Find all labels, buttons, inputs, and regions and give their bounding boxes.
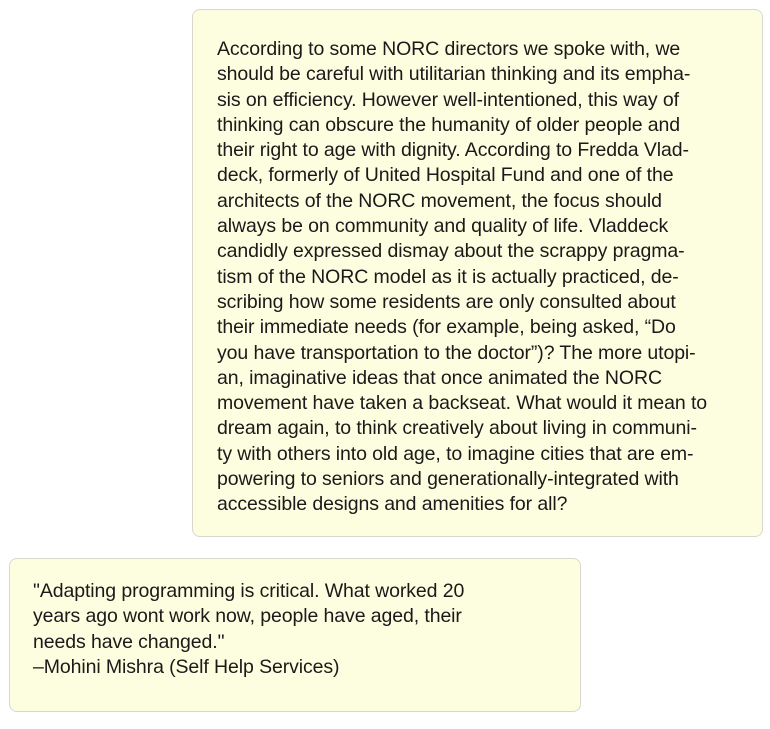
paragraph-line: scribing how some residents are only consulted about: [217, 290, 676, 313]
paragraph-line: their right to age with dignity. According to Fredda Vlad-: [217, 139, 689, 162]
paragraph-line: accessible designs and amenities for all?: [217, 493, 568, 516]
paragraph-line: dream again, to think creatively about living in communi-: [217, 417, 697, 440]
paragraph-line: sis on efficiency. However well-intentioned, this way of: [217, 88, 679, 111]
quote-line: needs have changed.": [33, 630, 225, 653]
paragraph-line: their immediate needs (for example, being asked, “Do: [217, 316, 676, 339]
quote-line: "Adapting programming is critical. What worked 20: [33, 580, 465, 602]
paragraph-line: ty with others into old age, to imagine cities that are em-: [217, 442, 694, 465]
paragraph-line: an, imaginative ideas that once animated the NORC: [217, 366, 662, 389]
paragraph-line: you have transportation to the doctor”)? The more utopi-: [217, 341, 696, 364]
paragraph-card: [192, 9, 763, 537]
paragraph-line: powering to seniors and generationally-integrated with: [217, 468, 679, 491]
paragraph-line: deck, formerly of United Hospital Fund and one of the: [217, 164, 674, 187]
paragraph-line: tism of the NORC model as it is actually practiced, de-: [217, 265, 679, 288]
paragraph-line: should be careful with utilitarian thinking and its empha-: [217, 63, 691, 86]
paragraph-line: candidly expressed dismay about the scrappy pragma-: [217, 240, 685, 263]
quote-attribution: –Mohini Mishra (Self Help Services): [33, 655, 340, 678]
quote-card: [9, 558, 581, 712]
paragraph-line: movement have taken a backseat. What would it mean to: [217, 392, 708, 415]
paragraph-line: thinking can obscure the humanity of older people and: [217, 113, 681, 136]
quote-line: years ago wont work now, people have aged, their: [33, 605, 462, 628]
paragraph-line: architects of the NORC movement, the focus should: [217, 189, 662, 212]
paragraph-line: always be on community and quality of life. Vladdeck: [217, 215, 669, 238]
paragraph-line: According to some NORC directors we spoke with, we: [217, 38, 681, 60]
